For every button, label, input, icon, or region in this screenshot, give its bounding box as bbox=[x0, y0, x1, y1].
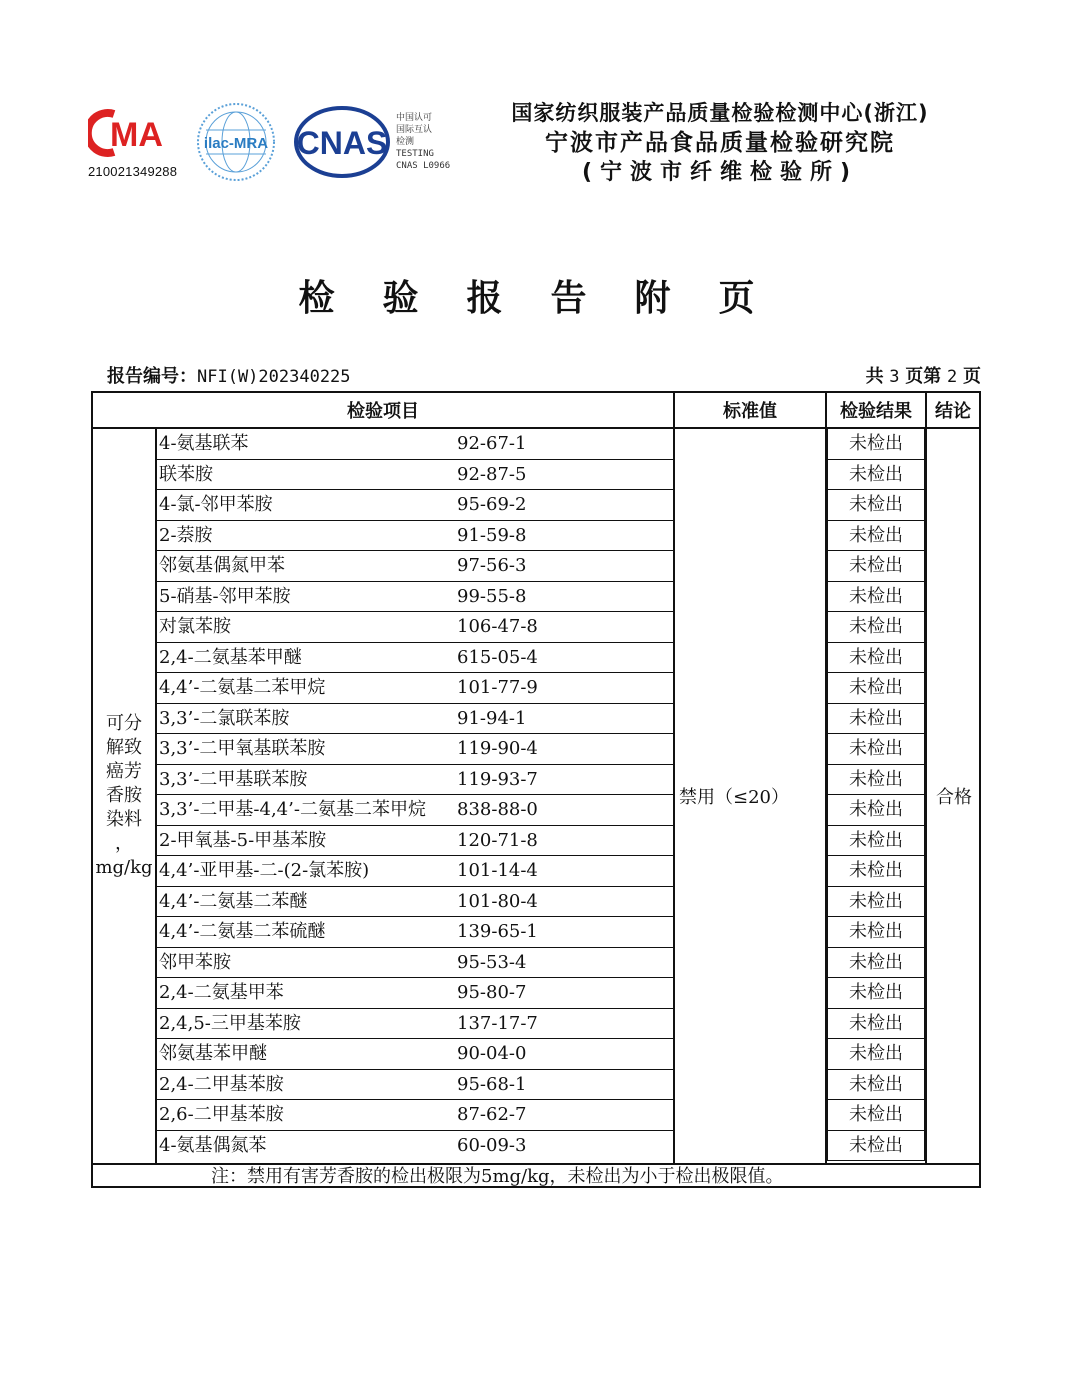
table-row bbox=[157, 551, 673, 582]
result-cell: 未检出 bbox=[827, 1100, 925, 1131]
category-line: mg/kg bbox=[95, 857, 153, 878]
cnas-logo bbox=[294, 104, 394, 184]
table-row bbox=[157, 917, 673, 948]
cas-number: 95-53-4 bbox=[457, 951, 527, 973]
cma-logo bbox=[88, 108, 180, 179]
table-row bbox=[157, 490, 673, 521]
cas-number: 90-04-0 bbox=[457, 1043, 527, 1064]
result-cell: 未检出 bbox=[827, 551, 925, 582]
substance-name: 2,6-二甲基苯胺 bbox=[159, 1104, 284, 1125]
logo-strip bbox=[88, 100, 468, 190]
substance-name: 3,3’-二氯联苯胺 bbox=[159, 707, 290, 729]
result-cell: 未检出 bbox=[827, 795, 925, 826]
header-item: 检验项目 bbox=[93, 393, 673, 429]
standard-value: 禁用（≤20） bbox=[679, 787, 789, 808]
substance-name: 4-氯-邻甲苯胺 bbox=[159, 494, 273, 515]
result-cell: 未检出 bbox=[827, 704, 925, 735]
result-cell: 未检出 bbox=[827, 1009, 925, 1040]
header-standard: 标准值 bbox=[675, 393, 825, 429]
substance-name: 2,4-二氨基苯甲醚 bbox=[159, 646, 302, 668]
table-note: 注：禁用有害芳香胺的检出极限为5mg/kg，未检出为小于检出极限值。 bbox=[93, 1163, 979, 1188]
pages-mid: 页第 bbox=[905, 366, 942, 387]
result-cell: 未检出 bbox=[827, 460, 925, 491]
table-row bbox=[157, 887, 673, 918]
result-cell: 未检出 bbox=[827, 856, 925, 887]
substance-name: 邻氨基苯甲醚 bbox=[159, 1043, 267, 1064]
pages-suffix: 页 bbox=[963, 366, 981, 387]
substance-name: 5-硝基-邻甲苯胺 bbox=[159, 585, 291, 607]
substance-name: 2,4-二氨基甲苯 bbox=[159, 982, 284, 1003]
substance-name: 2-甲氧基-5-甲基苯胺 bbox=[159, 829, 327, 851]
cnas-caption-line: 检测 bbox=[396, 137, 415, 147]
result-cell: 未检出 bbox=[827, 1039, 925, 1070]
result-cell: 未检出 bbox=[827, 612, 925, 643]
result-cell: 未检出 bbox=[827, 582, 925, 613]
table-row bbox=[157, 521, 673, 552]
category-line: 香胺 bbox=[106, 785, 142, 806]
substance-name: 4,4’-二氨基二苯硫醚 bbox=[159, 921, 326, 942]
result-cell: 未检出 bbox=[827, 429, 925, 460]
category-line: 染料 bbox=[106, 809, 142, 830]
substance-name: 联苯胺 bbox=[159, 463, 213, 485]
table-row bbox=[157, 1070, 673, 1101]
table-row bbox=[157, 795, 673, 826]
org-line-2: 宁波市产品食品质量检验研究院 bbox=[545, 130, 895, 156]
substance-name: 4,4’-二氨基二苯甲烷 bbox=[159, 677, 326, 698]
cnas-mark-text: CNAS bbox=[296, 125, 388, 161]
table-row bbox=[157, 948, 673, 979]
report-number-label: 报告编号： bbox=[107, 366, 197, 387]
result-cell: 未检出 bbox=[827, 917, 925, 948]
cas-number: 95-68-1 bbox=[457, 1073, 527, 1095]
cas-number: 615-05-4 bbox=[457, 646, 538, 668]
substance-name: 邻甲苯胺 bbox=[159, 951, 231, 973]
report-number bbox=[107, 362, 351, 388]
substance-name: 2-萘胺 bbox=[159, 524, 213, 546]
substance-name: 4-氨基联苯 bbox=[159, 433, 249, 454]
cas-number: 119-93-7 bbox=[457, 768, 538, 790]
cas-number: 60-09-3 bbox=[457, 1134, 527, 1156]
table-row bbox=[157, 1009, 673, 1040]
category-line: 癌芳 bbox=[106, 761, 142, 782]
cnas-caption bbox=[396, 112, 450, 172]
ilac-text: ilac-MRA bbox=[203, 135, 269, 152]
result-cell: 未检出 bbox=[827, 734, 925, 765]
cas-number: 87-62-7 bbox=[457, 1104, 527, 1125]
result-cell: 未检出 bbox=[827, 673, 925, 704]
table-row bbox=[157, 734, 673, 765]
result-cell: 未检出 bbox=[827, 1131, 925, 1162]
results-table bbox=[91, 391, 981, 1188]
table-row bbox=[157, 856, 673, 887]
pages-prefix: 共 bbox=[865, 366, 884, 387]
cas-number: 99-55-8 bbox=[457, 585, 527, 607]
result-cell: 未检出 bbox=[827, 948, 925, 979]
report-number-value: NFI(W)202340225 bbox=[197, 367, 351, 387]
cas-number: 91-59-8 bbox=[457, 524, 527, 546]
cas-number: 97-56-3 bbox=[457, 555, 527, 576]
cma-number: 210021349288 bbox=[88, 164, 178, 179]
pages-current: 2 bbox=[947, 367, 958, 387]
result-cell: 未检出 bbox=[827, 887, 925, 918]
table-row bbox=[157, 643, 673, 674]
cnas-caption-line: CNAS L0966 bbox=[396, 161, 451, 171]
cas-number: 101-14-4 bbox=[457, 860, 538, 881]
cas-number: 101-77-9 bbox=[457, 677, 538, 698]
substance-name: 对氯苯胺 bbox=[159, 616, 231, 637]
result-cell: 未检出 bbox=[827, 765, 925, 796]
table-row bbox=[157, 704, 673, 735]
result-cell: 未检出 bbox=[827, 1070, 925, 1101]
substance-name: 4-氨基偶氮苯 bbox=[159, 1134, 267, 1156]
org-line-1: 国家纺织服装产品质量检验检测中心(浙江) bbox=[511, 101, 929, 125]
header-conclusion: 结论 bbox=[927, 393, 979, 429]
substance-name: 4,4’-亚甲基-二-(2-氯苯胺) bbox=[159, 860, 370, 881]
table-row bbox=[157, 582, 673, 613]
table-row bbox=[157, 429, 673, 460]
cas-number: 95-69-2 bbox=[457, 494, 527, 515]
substance-name: 2,4-二甲基苯胺 bbox=[159, 1073, 284, 1095]
cas-number: 838-88-0 bbox=[457, 799, 538, 820]
result-cell: 未检出 bbox=[827, 521, 925, 552]
page-title: 检验报告附页 bbox=[298, 278, 803, 319]
table-row bbox=[157, 765, 673, 796]
org-line-3: (宁波市纤维检验所) bbox=[581, 160, 859, 185]
table-row bbox=[157, 1100, 673, 1131]
cas-number: 106-47-8 bbox=[457, 616, 538, 637]
substance-name: 4,4’-二氨基二苯醚 bbox=[159, 890, 308, 912]
table-row bbox=[157, 1131, 673, 1162]
cas-number: 139-65-1 bbox=[457, 921, 538, 942]
svg-text:MA: MA bbox=[110, 116, 163, 154]
table-row bbox=[157, 460, 673, 491]
cas-number: 91-94-1 bbox=[457, 707, 527, 729]
conclusion-value: 合格 bbox=[936, 787, 972, 808]
page-count bbox=[866, 362, 981, 388]
substance-name: 3,3’-二甲氧基联苯胺 bbox=[159, 738, 326, 759]
substance-name: 3,3’-二甲基联苯胺 bbox=[159, 768, 308, 790]
cas-number: 119-90-4 bbox=[457, 738, 538, 759]
category-line: ， bbox=[115, 833, 133, 854]
cas-number: 92-87-5 bbox=[457, 463, 527, 485]
result-list bbox=[827, 429, 925, 1161]
cas-number: 92-67-1 bbox=[457, 433, 527, 454]
substance-name: 3,3’-二甲基-4,4’-二氨基二苯甲烷 bbox=[159, 799, 426, 820]
category-cell bbox=[93, 429, 155, 1163]
table-row bbox=[157, 673, 673, 704]
cas-number: 120-71-8 bbox=[457, 829, 538, 851]
table-row bbox=[157, 1039, 673, 1070]
pages-total: 3 bbox=[889, 367, 900, 387]
result-cell: 未检出 bbox=[827, 826, 925, 857]
substance-name: 2,4,5-三甲基苯胺 bbox=[159, 1012, 301, 1034]
cas-number: 95-80-7 bbox=[457, 982, 527, 1003]
cma-mark bbox=[88, 108, 180, 158]
cnas-caption-line: 国际互认 bbox=[396, 125, 433, 135]
header-result: 检验结果 bbox=[827, 393, 925, 429]
category-line: 解致 bbox=[106, 737, 142, 758]
cnas-caption-line: TESTING bbox=[396, 149, 434, 159]
category-line: 可分 bbox=[106, 713, 142, 734]
cas-number: 137-17-7 bbox=[457, 1012, 538, 1034]
table-row bbox=[157, 826, 673, 857]
result-cell: 未检出 bbox=[827, 490, 925, 521]
item-list bbox=[157, 429, 673, 1161]
result-cell: 未检出 bbox=[827, 643, 925, 674]
ilac-mra-logo bbox=[196, 100, 276, 188]
result-cell: 未检出 bbox=[827, 978, 925, 1009]
cnas-caption-line: 中国认可 bbox=[396, 113, 433, 123]
cas-number: 101-80-4 bbox=[457, 890, 538, 912]
organization-block bbox=[470, 98, 970, 188]
substance-name: 邻氨基偶氮甲苯 bbox=[159, 555, 285, 576]
table-row bbox=[157, 612, 673, 643]
table-row bbox=[157, 978, 673, 1009]
